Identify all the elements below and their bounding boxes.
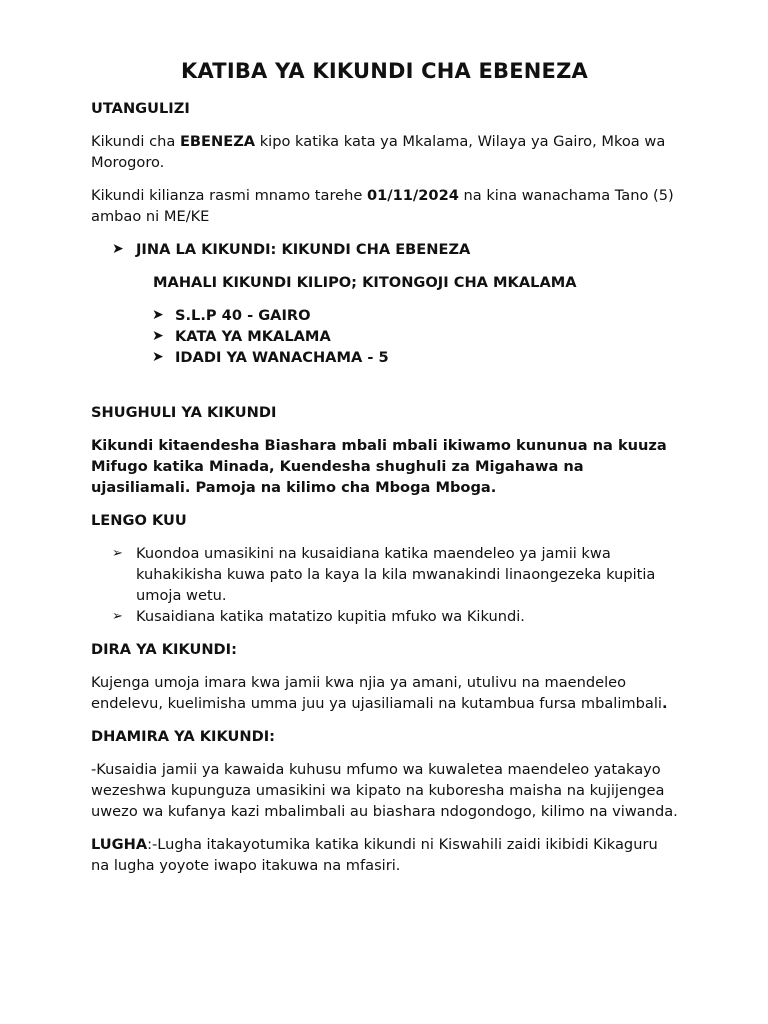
lugha-paragraph: LUGHA:-Lugha itakayotumika katika kikundi ni Kiswahili zaidi ikibidi Kikaguru na lugha yoyote iwapo itakuwa na mfasiri. (91, 836, 658, 874)
arrowhead-bullet-icon: ➤ (152, 328, 164, 344)
lengo-list (91, 543, 678, 627)
list-item: ➤ JINA LA KIKUNDI: KIKUNDI CHA EBENEZA (112, 241, 471, 258)
heading-utangulizi: UTANGULIZI (91, 100, 190, 117)
list-item: ➢ Kuondoa umasikini na kusaidiana katika maendeleo ya jamii kwa kuhakikisha kuwa pato la kaya la kila mwanakindi linaongezeka kupitia umoja wetu. (112, 545, 656, 604)
heading-dhamira: DHAMIRA YA KIKUNDI: (91, 728, 275, 745)
utangulizi-paragraph-1: Kikundi cha EBENEZA kipo katika kata ya Mkalama, Wilaya ya Gairo, Mkoa wa Morogoro. (91, 133, 666, 171)
jina-list (91, 239, 678, 260)
dhamira-paragraph: -Kusaidia jamii ya kawaida kuhusu mfumo wa kuwaletea maendeleo yatakayo wezeshwa kupunguza umasikini wa kipato na kuboresha maisha na kujijengea uwezo wa kufanya kazi mbalimbali au biashara ndogondogo, kilimo na viwanda. (91, 761, 678, 820)
arrowhead-bullet-icon: ➤ (112, 241, 124, 257)
arrowhead-bullet-icon: ➤ (152, 307, 164, 323)
shughuli-paragraph: Kikundi kitaendesha Biashara mbali mbali ikiwamo kununua na kuuza Mifugo katika Minada, Kuendesha shughuli za Migahawa na ujasiliamali. Pamoja na kilimo cha Mboga Mboga. (91, 437, 667, 496)
arrowhead-bullet-icon: ➤ (152, 349, 164, 365)
list-item: ➤ IDADI YA WANACHAMA - 5 (152, 349, 389, 366)
dira-paragraph: Kujenga umoja imara kwa jamii kwa njia ya amani, utulivu na maendeleo endelevu, kuelimisha umma juu ya ujasiliamali na kutambua fursa mbalimbali. (91, 674, 668, 712)
utangulizi-paragraph-2: Kikundi kilianza rasmi mnamo tarehe 01/11/2024 na kina wanachama Tano (5) ambao ni ME/KE (91, 187, 674, 225)
arrowhead-bullet-icon: ➢ (112, 609, 123, 624)
document-title: KATIBA YA KIKUNDI CHA EBENEZA (181, 59, 588, 83)
heading-shughuli: SHUGHULI YA KIKUNDI (91, 404, 277, 421)
mahali-line: MAHALI KIKUNDI KILIPO; KITONGOJI CHA MKALAMA (153, 274, 577, 291)
arrowhead-bullet-icon: ➢ (112, 546, 123, 561)
list-item: ➢ Kusaidiana katika matatizo kupitia mfuko wa Kikundi. (112, 608, 525, 625)
heading-dira: DIRA YA KIKUNDI: (91, 641, 237, 658)
details-list (91, 305, 678, 368)
heading-lengo: LENGO KUU (91, 512, 187, 529)
list-item: ➤ KATA YA MKALAMA (152, 328, 331, 345)
list-item: ➤ S.L.P 40 - GAIRO (152, 307, 311, 324)
